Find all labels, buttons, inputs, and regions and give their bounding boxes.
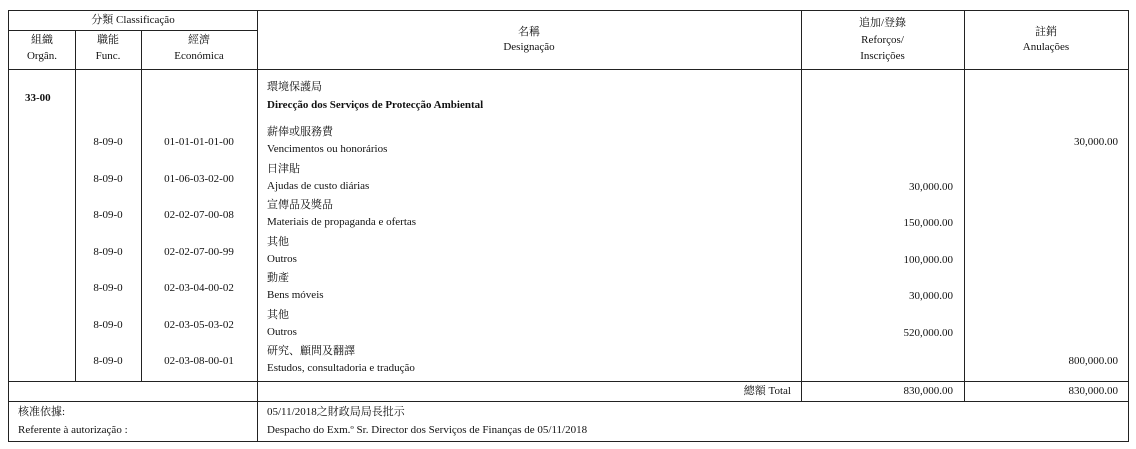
row-econ: 02-03-05-03-02 xyxy=(164,318,234,331)
header-func-pt: Func. xyxy=(95,50,121,62)
row-desc-pt: Vencimentos ou honorários xyxy=(267,143,388,155)
total-bottom-border xyxy=(9,401,1128,402)
row-reforcos: 30,000.00 xyxy=(909,180,953,193)
footer-label-pt: Referente à autorização : xyxy=(18,424,128,436)
total-anulacoes: 830,000.00 xyxy=(1068,385,1118,397)
row-reforcos: 100,000.00 xyxy=(903,253,953,266)
col-divider-econ xyxy=(257,11,258,441)
row-func: 8-09-0 xyxy=(93,245,123,258)
header-func-zh: 職能 xyxy=(97,34,119,46)
row-func: 8-09-0 xyxy=(93,172,123,185)
row-desc-zh: 其他 xyxy=(267,235,289,248)
row-desc-zh: 研究、顧問及翻譯 xyxy=(267,345,355,357)
header-bottom-border xyxy=(9,69,1128,70)
header-classification-divider xyxy=(9,30,257,31)
header-econ-zh: 經濟 xyxy=(188,34,210,46)
col-divider-reforcos xyxy=(964,11,965,402)
row-func: 8-09-0 xyxy=(93,209,123,221)
header-organ-zh: 組織 xyxy=(31,34,53,46)
organ-name-zh: 環境保護局 xyxy=(267,81,322,93)
row-desc-zh: 薪俸或服務費 xyxy=(267,126,333,138)
row-reforcos: 520,000.00 xyxy=(903,326,953,339)
header-designation-zh: 名稱 xyxy=(518,26,540,38)
row-reforcos: 150,000.00 xyxy=(903,217,953,229)
row-desc-zh: 日津貼 xyxy=(267,162,300,175)
row-desc-pt: Estudos, consultadoria e tradução xyxy=(267,362,415,374)
row-func: 8-09-0 xyxy=(93,282,123,294)
row-func: 8-09-0 xyxy=(93,318,123,331)
row-desc-pt: Ajudas de custo diárias xyxy=(267,179,370,192)
organ-code: 33-00 xyxy=(25,92,51,104)
row-desc-zh: 動產 xyxy=(267,272,289,284)
row-reforcos: 30,000.00 xyxy=(909,290,953,302)
row-func: 8-09-0 xyxy=(93,136,123,148)
col-divider-designation xyxy=(801,11,802,402)
row-econ: 02-02-07-00-99 xyxy=(164,245,234,258)
row-econ: 01-01-01-01-00 xyxy=(164,136,234,148)
row-desc-pt: Bens móveis xyxy=(267,289,324,301)
row-desc-pt: Outros xyxy=(267,252,297,265)
row-desc-zh: 其他 xyxy=(267,308,289,321)
header-classification: 分類 Classificação xyxy=(91,14,175,26)
row-anulacoes: 30,000.00 xyxy=(1074,136,1118,148)
header-reforcos-pt2: Inscrições xyxy=(860,50,905,62)
row-econ: 02-03-04-00-02 xyxy=(164,282,234,294)
row-desc-zh: 宣傳品及獎品 xyxy=(267,199,333,211)
row-anulacoes: 800,000.00 xyxy=(1068,355,1118,367)
header-anulacoes-pt: Anulações xyxy=(1022,41,1070,53)
header-econ-pt: Económica xyxy=(174,50,224,62)
row-desc-pt: Materiais de propaganda e ofertas xyxy=(267,216,417,228)
header-organ-pt: Orgân. xyxy=(26,50,58,62)
row-econ: 02-03-08-00-01 xyxy=(164,355,234,367)
footer-text-zh: 05/11/2018之財政局局長批示 xyxy=(267,406,405,418)
row-econ: 02-02-07-00-08 xyxy=(164,209,234,221)
header-reforcos-pt1: Reforços/ xyxy=(861,34,904,46)
row-func: 8-09-0 xyxy=(93,355,123,367)
total-top-border xyxy=(9,381,1128,382)
total-reforcos: 830,000.00 xyxy=(903,385,953,397)
total-label: 總額 Total xyxy=(743,385,791,397)
header-designation-pt: Designação xyxy=(503,41,555,53)
organ-name-pt: Direcção dos Serviços de Protecção Ambiental xyxy=(267,99,484,111)
budget-table xyxy=(8,10,1129,442)
footer-label-zh: 核准依據: xyxy=(18,406,66,418)
header-reforcos-zh: 追加/登錄 xyxy=(858,17,907,29)
header-anulacoes-zh: 註銷 xyxy=(1035,26,1057,38)
footer-text-pt: Despacho do Exm.º Sr. Director dos Serviços de Finanças de 05/11/2018 xyxy=(267,424,588,436)
row-econ: 01-06-03-02-00 xyxy=(164,172,234,185)
row-desc-pt: Outros xyxy=(267,325,297,338)
